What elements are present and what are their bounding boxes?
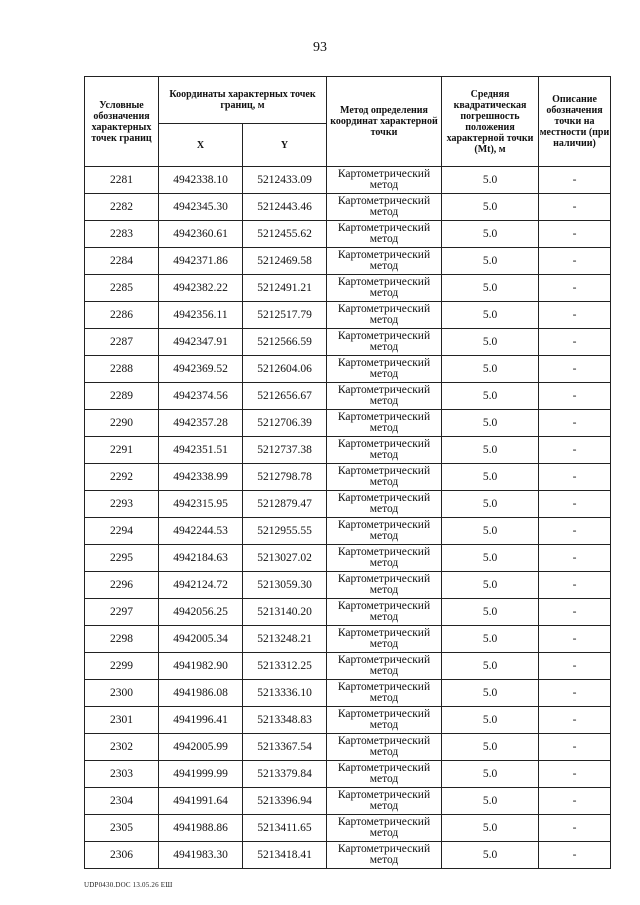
coordinates-table <box>84 76 611 869</box>
cell-description: - <box>539 545 611 572</box>
cell-description: - <box>539 491 611 518</box>
cell-y-coordinate: 5212455.62 <box>243 221 327 248</box>
table-row <box>85 194 611 221</box>
cell-method: Картометрический метод <box>327 599 442 626</box>
cell-method: Картометрический метод <box>327 680 442 707</box>
cell-method: Картометрический метод <box>327 221 442 248</box>
cell-method: Картометрический метод <box>327 545 442 572</box>
cell-x-coordinate: 4941983.30 <box>159 842 243 869</box>
cell-point-number: 2290 <box>85 410 159 437</box>
table-body <box>85 167 611 869</box>
table-row <box>85 248 611 275</box>
cell-description: - <box>539 680 611 707</box>
cell-error: 5.0 <box>442 761 539 788</box>
table-row <box>85 167 611 194</box>
cell-x-coordinate: 4942184.63 <box>159 545 243 572</box>
cell-description: - <box>539 383 611 410</box>
cell-point-number: 2302 <box>85 734 159 761</box>
cell-description: - <box>539 464 611 491</box>
cell-point-number: 2292 <box>85 464 159 491</box>
cell-y-coordinate: 5213140.20 <box>243 599 327 626</box>
cell-x-coordinate: 4942338.10 <box>159 167 243 194</box>
table-row <box>85 572 611 599</box>
cell-error: 5.0 <box>442 167 539 194</box>
cell-point-number: 2299 <box>85 653 159 680</box>
cell-method: Картометрический метод <box>327 437 442 464</box>
header-y: Y <box>243 124 327 167</box>
table-row <box>85 653 611 680</box>
cell-y-coordinate: 5213396.94 <box>243 788 327 815</box>
cell-method: Картометрический метод <box>327 167 442 194</box>
cell-error: 5.0 <box>442 788 539 815</box>
cell-error: 5.0 <box>442 815 539 842</box>
cell-error: 5.0 <box>442 437 539 464</box>
cell-error: 5.0 <box>442 599 539 626</box>
header-x: X <box>159 124 243 167</box>
cell-point-number: 2286 <box>85 302 159 329</box>
header-error: Средняя квадратическая погрешность положения характерной точки (Mt), м <box>442 77 539 167</box>
cell-x-coordinate: 4942371.86 <box>159 248 243 275</box>
header-description: Описание обозначения точки на местности (при наличии) <box>539 77 611 167</box>
table-row <box>85 437 611 464</box>
cell-y-coordinate: 5213336.10 <box>243 680 327 707</box>
cell-x-coordinate: 4942347.91 <box>159 329 243 356</box>
cell-error: 5.0 <box>442 680 539 707</box>
cell-error: 5.0 <box>442 653 539 680</box>
cell-x-coordinate: 4942338.99 <box>159 464 243 491</box>
table-row <box>85 626 611 653</box>
table-row <box>85 491 611 518</box>
cell-point-number: 2294 <box>85 518 159 545</box>
cell-point-number: 2301 <box>85 707 159 734</box>
cell-point-number: 2300 <box>85 680 159 707</box>
cell-x-coordinate: 4941996.41 <box>159 707 243 734</box>
cell-error: 5.0 <box>442 626 539 653</box>
cell-x-coordinate: 4942369.52 <box>159 356 243 383</box>
cell-method: Картометрический метод <box>327 356 442 383</box>
cell-description: - <box>539 302 611 329</box>
cell-point-number: 2281 <box>85 167 159 194</box>
cell-method: Картометрический метод <box>327 275 442 302</box>
cell-description: - <box>539 653 611 680</box>
cell-description: - <box>539 788 611 815</box>
table-row <box>85 680 611 707</box>
cell-point-number: 2283 <box>85 221 159 248</box>
cell-description: - <box>539 626 611 653</box>
cell-x-coordinate: 4942345.30 <box>159 194 243 221</box>
cell-x-coordinate: 4942124.72 <box>159 572 243 599</box>
cell-error: 5.0 <box>442 410 539 437</box>
table-row <box>85 761 611 788</box>
cell-x-coordinate: 4942360.61 <box>159 221 243 248</box>
cell-y-coordinate: 5212737.38 <box>243 437 327 464</box>
table-row <box>85 545 611 572</box>
cell-y-coordinate: 5213411.65 <box>243 815 327 842</box>
cell-method: Картометрический метод <box>327 491 442 518</box>
cell-description: - <box>539 221 611 248</box>
cell-x-coordinate: 4941991.64 <box>159 788 243 815</box>
cell-point-number: 2282 <box>85 194 159 221</box>
cell-description: - <box>539 707 611 734</box>
cell-description: - <box>539 410 611 437</box>
cell-method: Картометрический метод <box>327 464 442 491</box>
cell-error: 5.0 <box>442 329 539 356</box>
cell-method: Картометрический метод <box>327 815 442 842</box>
cell-error: 5.0 <box>442 356 539 383</box>
table-row <box>85 788 611 815</box>
table-row <box>85 734 611 761</box>
cell-error: 5.0 <box>442 383 539 410</box>
cell-x-coordinate: 4941982.90 <box>159 653 243 680</box>
cell-y-coordinate: 5212879.47 <box>243 491 327 518</box>
table-row <box>85 518 611 545</box>
cell-method: Картометрический метод <box>327 734 442 761</box>
cell-y-coordinate: 5212656.67 <box>243 383 327 410</box>
cell-y-coordinate: 5212517.79 <box>243 302 327 329</box>
cell-x-coordinate: 4942244.53 <box>159 518 243 545</box>
cell-y-coordinate: 5213418.41 <box>243 842 327 869</box>
cell-x-coordinate: 4941986.08 <box>159 680 243 707</box>
cell-error: 5.0 <box>442 734 539 761</box>
cell-description: - <box>539 761 611 788</box>
cell-description: - <box>539 518 611 545</box>
cell-method: Картометрический метод <box>327 383 442 410</box>
cell-method: Картометрический метод <box>327 518 442 545</box>
cell-y-coordinate: 5213248.21 <box>243 626 327 653</box>
cell-point-number: 2289 <box>85 383 159 410</box>
cell-description: - <box>539 167 611 194</box>
cell-point-number: 2304 <box>85 788 159 815</box>
cell-x-coordinate: 4942005.99 <box>159 734 243 761</box>
cell-method: Картометрический метод <box>327 707 442 734</box>
cell-error: 5.0 <box>442 275 539 302</box>
cell-point-number: 2285 <box>85 275 159 302</box>
cell-point-number: 2291 <box>85 437 159 464</box>
cell-description: - <box>539 194 611 221</box>
table-row <box>85 329 611 356</box>
table-row <box>85 410 611 437</box>
cell-point-number: 2298 <box>85 626 159 653</box>
cell-error: 5.0 <box>442 707 539 734</box>
cell-description: - <box>539 734 611 761</box>
table-row <box>85 815 611 842</box>
table-row <box>85 356 611 383</box>
cell-x-coordinate: 4941988.86 <box>159 815 243 842</box>
table-row <box>85 383 611 410</box>
cell-error: 5.0 <box>442 302 539 329</box>
cell-description: - <box>539 599 611 626</box>
cell-method: Картометрический метод <box>327 410 442 437</box>
cell-point-number: 2284 <box>85 248 159 275</box>
cell-y-coordinate: 5213312.25 <box>243 653 327 680</box>
cell-x-coordinate: 4942356.11 <box>159 302 243 329</box>
cell-method: Картометрический метод <box>327 248 442 275</box>
cell-error: 5.0 <box>442 464 539 491</box>
cell-x-coordinate: 4942056.25 <box>159 599 243 626</box>
cell-point-number: 2297 <box>85 599 159 626</box>
header-method: Метод определения координат характерной точки <box>327 77 442 167</box>
cell-error: 5.0 <box>442 545 539 572</box>
table-row <box>85 707 611 734</box>
cell-point-number: 2293 <box>85 491 159 518</box>
table-row <box>85 275 611 302</box>
cell-y-coordinate: 5212443.46 <box>243 194 327 221</box>
cell-x-coordinate: 4942351.51 <box>159 437 243 464</box>
cell-y-coordinate: 5212798.78 <box>243 464 327 491</box>
table-row <box>85 302 611 329</box>
cell-point-number: 2295 <box>85 545 159 572</box>
cell-method: Картометрический метод <box>327 842 442 869</box>
cell-point-number: 2288 <box>85 356 159 383</box>
cell-error: 5.0 <box>442 248 539 275</box>
cell-method: Картометрический метод <box>327 761 442 788</box>
cell-y-coordinate: 5213059.30 <box>243 572 327 599</box>
cell-point-number: 2287 <box>85 329 159 356</box>
cell-method: Картометрический метод <box>327 653 442 680</box>
cell-error: 5.0 <box>442 194 539 221</box>
cell-error: 5.0 <box>442 572 539 599</box>
cell-method: Картометрический метод <box>327 329 442 356</box>
cell-description: - <box>539 329 611 356</box>
cell-x-coordinate: 4942357.28 <box>159 410 243 437</box>
header-designation: Условные обозначения характерных точек границ <box>85 77 159 167</box>
cell-method: Картометрический метод <box>327 626 442 653</box>
cell-description: - <box>539 815 611 842</box>
cell-y-coordinate: 5213367.54 <box>243 734 327 761</box>
cell-x-coordinate: 4942374.56 <box>159 383 243 410</box>
footer-doc-id: UDP0430.DOC 13.05.26 ЕШ <box>84 881 173 889</box>
cell-description: - <box>539 842 611 869</box>
cell-method: Картометрический метод <box>327 788 442 815</box>
cell-x-coordinate: 4941999.99 <box>159 761 243 788</box>
table-row <box>85 221 611 248</box>
cell-point-number: 2303 <box>85 761 159 788</box>
cell-description: - <box>539 275 611 302</box>
cell-error: 5.0 <box>442 221 539 248</box>
cell-error: 5.0 <box>442 518 539 545</box>
cell-y-coordinate: 5212706.39 <box>243 410 327 437</box>
cell-y-coordinate: 5212604.06 <box>243 356 327 383</box>
table-row <box>85 842 611 869</box>
cell-y-coordinate: 5212955.55 <box>243 518 327 545</box>
cell-method: Картометрический метод <box>327 572 442 599</box>
cell-error: 5.0 <box>442 491 539 518</box>
cell-point-number: 2305 <box>85 815 159 842</box>
cell-y-coordinate: 5212566.59 <box>243 329 327 356</box>
cell-y-coordinate: 5213027.02 <box>243 545 327 572</box>
cell-description: - <box>539 572 611 599</box>
page-number: 93 <box>313 40 327 55</box>
cell-x-coordinate: 4942315.95 <box>159 491 243 518</box>
cell-method: Картометрический метод <box>327 302 442 329</box>
cell-x-coordinate: 4942382.22 <box>159 275 243 302</box>
cell-description: - <box>539 437 611 464</box>
cell-description: - <box>539 356 611 383</box>
cell-x-coordinate: 4942005.34 <box>159 626 243 653</box>
cell-y-coordinate: 5212433.09 <box>243 167 327 194</box>
table-row <box>85 464 611 491</box>
cell-point-number: 2306 <box>85 842 159 869</box>
cell-y-coordinate: 5212491.21 <box>243 275 327 302</box>
cell-y-coordinate: 5213379.84 <box>243 761 327 788</box>
table-row <box>85 599 611 626</box>
cell-method: Картометрический метод <box>327 194 442 221</box>
cell-description: - <box>539 248 611 275</box>
cell-point-number: 2296 <box>85 572 159 599</box>
cell-y-coordinate: 5212469.58 <box>243 248 327 275</box>
cell-y-coordinate: 5213348.83 <box>243 707 327 734</box>
header-coordinates: Координаты характерных точек границ, м <box>159 77 327 124</box>
cell-error: 5.0 <box>442 842 539 869</box>
